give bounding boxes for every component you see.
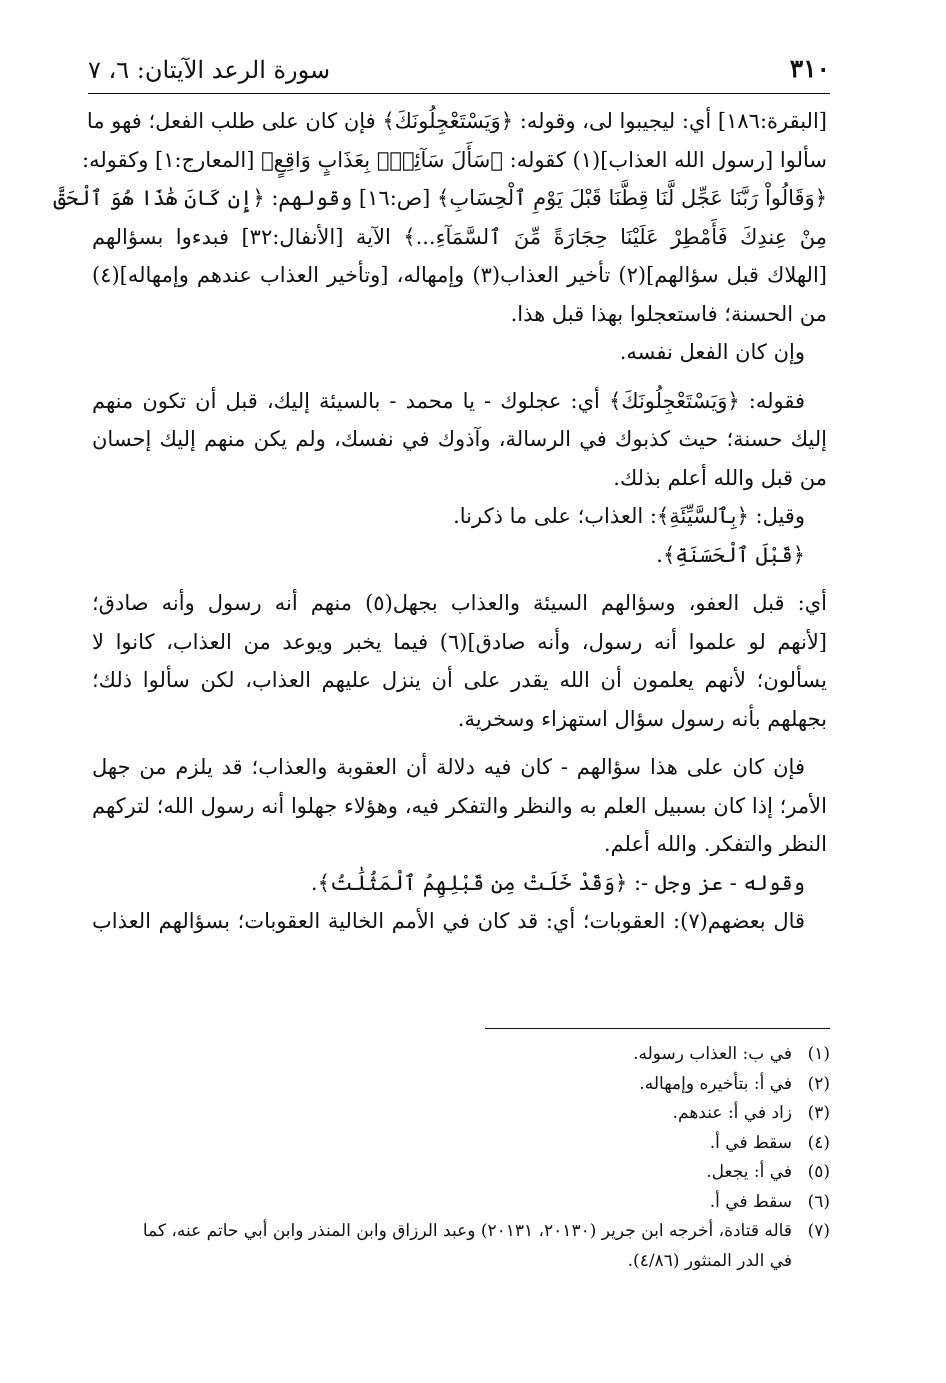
text-line: وقيل: ﴿بِٱلسَّيِّئَةِ﴾: العذاب؛ على ما ذكرنا. bbox=[453, 504, 805, 528]
footnote-text: قاله قتادة، أخرجه ابن جرير (٢٠١٣٠، ٢٠١٣١) وعبد الرزاق وابن المنذر وابن أبي حاتم عنه، كما bbox=[142, 1221, 792, 1241]
text-line: [البقرة:١٨٦] أي: ليجيبوا لى، وقوله: ﴿وَيَسْتَعْجِلُونَكَ﴾ فإن كان على طلب الفعل؛ فهو ما bbox=[86, 109, 827, 133]
text-line: يسألون؛ لأنهم يعلمون أن الله يقدر على أن ينزل عليهم العذاب، لكن سألوا ذلك؛ bbox=[92, 668, 827, 692]
text-line: من قبل والله أعلم بذلك. bbox=[613, 465, 827, 490]
text-line: إليك حسنة؛ حيث كذبوك في الرسالة، وآذوك في نفسك، ولم يكن منهم إليك إحسان bbox=[92, 427, 827, 451]
text-line: فإن كان على هذا سؤالهم - كان فيه دلالة أن العقوبة والعذاب؛ قد يلزم من جهل bbox=[92, 755, 805, 779]
text-line: سألوا [رسول الله العذاب](١) كقوله: ﴿سَأَلَ سَآئِلُۢ بِعَذَابٍ وَاقِعٍ﴾ [المعارج:١] وكقوله: bbox=[82, 147, 827, 172]
text-line: بجهلهم بأنه رسول سؤال استهزاء وسخرية. bbox=[457, 706, 827, 731]
text-line: [الهلاك قبل سؤالهم](٢) تأخير العذاب(٣) وإمهاله، [وتأخير العذاب عندهم وإمهاله](٤) bbox=[92, 263, 827, 287]
paragraph-gap bbox=[92, 372, 827, 382]
footnote-number: (٥) bbox=[807, 1162, 830, 1182]
footnote-text: سقط في أ. bbox=[709, 1191, 792, 1212]
text-line: أي: قبل العفو، وسؤالهم السيئة والعذاب بجهل(٥) منهم أنه رسول وأنه صادق؛ bbox=[92, 591, 827, 615]
page-header bbox=[88, 50, 830, 92]
footnote-number: (٧) bbox=[807, 1221, 830, 1241]
footnote-number: (٣) bbox=[807, 1103, 830, 1123]
footnote bbox=[92, 1099, 830, 1129]
text-line: ﴿قَبْلَ ٱلْحَسَنَةِ﴾. bbox=[656, 542, 805, 567]
footnote-rule bbox=[485, 1028, 830, 1029]
footnote bbox=[92, 1217, 830, 1247]
footnote-text: سقط في أ. bbox=[709, 1132, 792, 1153]
text-line: من الحسنة؛ فاستعجلوا بهذا قبل هذا. bbox=[510, 301, 827, 326]
footnote-text: في أ: بتأخيره وإمهاله. bbox=[639, 1073, 792, 1094]
text-line: مِنْ عِندِكَ فَأَمْطِرْ عَلَيْنَا حِجَارَةً مِّنَ ٱلسَّمَآءِ...﴾ الآية [الأنفال:٣٢] فبدءوا بسؤالهم bbox=[92, 224, 827, 249]
text-line: قال بعضهم(٧): العقوبات؛ أي: قد كان في الأمم الخالية العقوبات؛ بسؤالهم العذاب bbox=[92, 909, 806, 933]
footnote bbox=[92, 1040, 830, 1070]
text-line: الأمر؛ إذا كان بسبيل العلم به والنظر والتفكر فيه، وهؤلاء جهلوا أنه رسول الله؛ لتركهم bbox=[92, 793, 827, 818]
text-line: وقوله - عز وجل -: ﴿وَقَدْ خَلَتْ مِن قَبْلِهِمُ ٱلْمَثُلَٰتُ﴾. bbox=[310, 870, 805, 895]
text-line: ﴿وَقَالُواْ رَبَّنَا عَجِّل لَّنَا قِطَّنَا قَبْلَ يَوْمِ ٱلْحِسَابِ﴾ [ص:١٦] وقولهم: ﴿إِن كَانَ هَٰذَا هُوَ ٱلْحَقَّ bbox=[53, 186, 827, 210]
paragraph-gap bbox=[92, 738, 827, 748]
footnote bbox=[92, 1129, 830, 1159]
footnote bbox=[92, 1158, 830, 1188]
footnote bbox=[92, 1247, 830, 1277]
footnote-text: في أ: يجعل. bbox=[706, 1162, 792, 1182]
footnote-text: زاد في أ: عندهم. bbox=[672, 1103, 792, 1123]
text-line: فقوله: ﴿وَيَسْتَعْجِلُونَكَ﴾ أي: عجلوك - يا محمد - بالسيئة إليك، قبل أن تكون منهم bbox=[92, 388, 805, 413]
text-line: النظر والتفكر. والله أعلم. bbox=[603, 832, 827, 856]
paragraph-gap bbox=[92, 574, 827, 584]
text-line: وإن كان الفعل نفسه. bbox=[619, 340, 805, 364]
footnote-number: (١) bbox=[807, 1044, 830, 1064]
footnote bbox=[92, 1070, 830, 1100]
footnotes bbox=[92, 1040, 830, 1276]
footnote-text: في الدر المنثور (٤/٨٦). bbox=[627, 1250, 792, 1271]
page-number: ٣١٠ bbox=[789, 54, 830, 83]
footnote-number: (٤) bbox=[807, 1132, 830, 1153]
footnote-number: (٢) bbox=[807, 1073, 830, 1094]
running-title: سورة الرعد الآيتان: ٦، ٧ bbox=[88, 56, 331, 84]
body-text bbox=[53, 102, 827, 941]
footnote bbox=[92, 1188, 830, 1218]
footnote-text: في ب: العذاب رسوله. bbox=[633, 1044, 792, 1064]
text-line: [لأنهم لو علموا أنه رسول، وأنه صادق](٦) فيما يخبر ويوعد من العذاب، كانوا لا bbox=[92, 629, 827, 654]
header-rule bbox=[88, 93, 830, 94]
footnote-number: (٦) bbox=[807, 1191, 830, 1212]
